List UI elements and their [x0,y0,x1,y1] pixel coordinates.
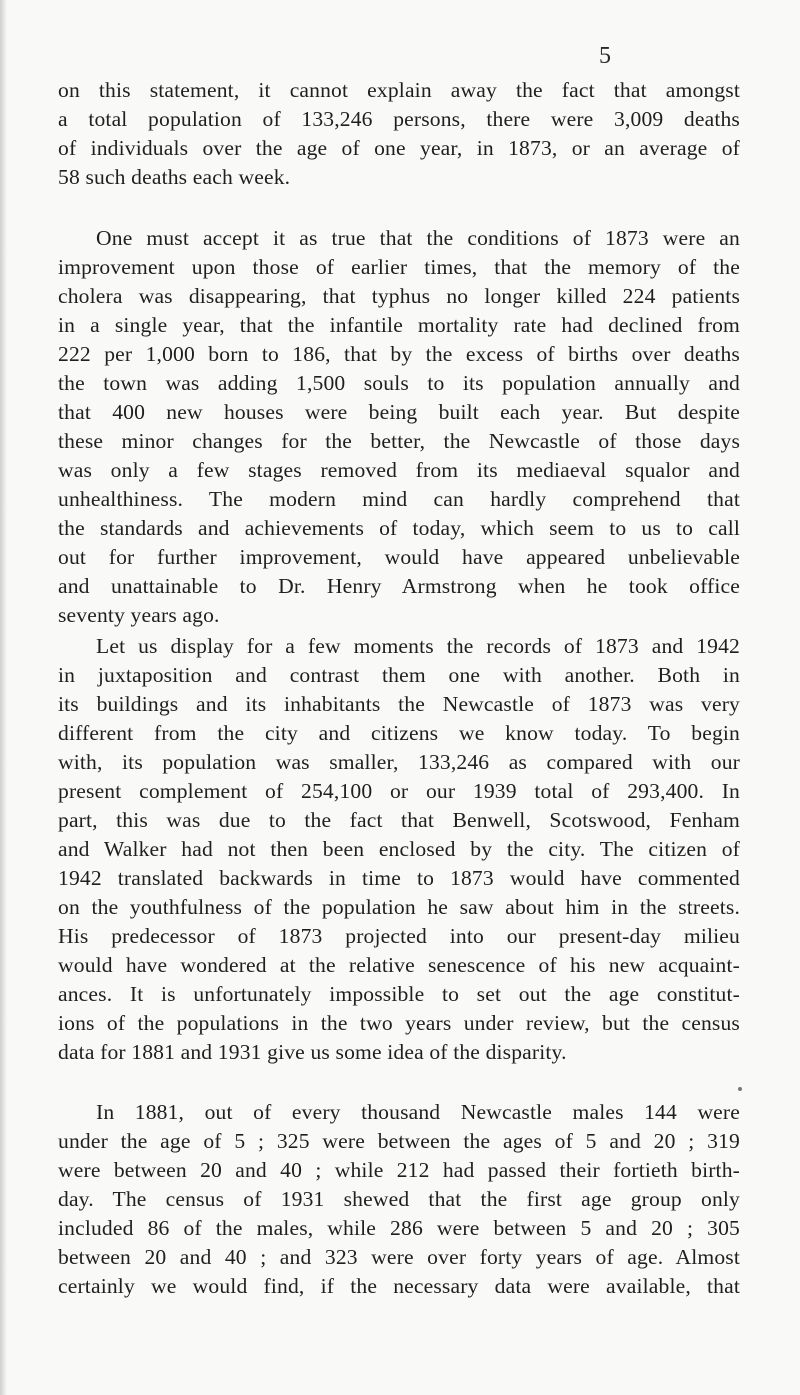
text-line: the standards and achievements of today, which seem to us to call [58,516,740,540]
text-line: would have wondered at the relative senescence of his new acquaint- [58,953,740,977]
text-line: day. The census of 1931 shewed that the first age group only [58,1187,740,1211]
paragraph-3 [58,632,740,1067]
text-line: One must accept it as true that the conditions of 1873 were an [96,226,740,250]
text-line: 222 per 1,000 born to 186, that by the excess of births over deaths [58,342,740,366]
text-line: were between 20 and 40 ; while 212 had passed their fortieth birth- [58,1158,740,1182]
text-line: data for 1881 and 1931 give us some idea of the disparity. [58,1040,567,1064]
ink-dot [738,1087,742,1091]
text-line: these minor changes for the better, the Newcastle of those days [58,429,740,453]
text-line: under the age of 5 ; 325 were between the ages of 5 and 20 ; 319 [58,1129,740,1153]
text-line: and unattainable to Dr. Henry Armstrong when he took office [58,574,740,598]
text-line: In 1881, out of every thousand Newcastle males 144 were [96,1100,740,1124]
text-line: of individuals over the age of one year, in 1873, or an average of [58,136,740,160]
text-line: on the youthfulness of the population he saw about him in the streets. [58,895,740,919]
text-line: in a single year, that the infantile mortality rate had declined from [58,313,740,337]
text-line: out for further improvement, would have appeared unbelievable [58,545,740,569]
paragraph-1 [58,76,740,192]
paragraph-4 [58,1098,740,1301]
text-line: ions of the populations in the two years under review, but the census [58,1011,740,1035]
text-line: was only a few stages removed from its mediaeval squalor and [58,458,740,482]
text-line: the town was adding 1,500 souls to its population annually and [58,371,740,395]
text-line: 58 such deaths each week. [58,165,291,189]
text-line: on this statement, it cannot explain away the fact that amongst [58,78,740,102]
page-edge-shadow [0,0,7,1395]
text-line: between 20 and 40 ; and 323 were over forty years of age. Almost [58,1245,740,1269]
text-line: present complement of 254,100 or our 1939 total of 293,400. In [58,779,740,803]
text-line: Let us display for a few moments the records of 1873 and 1942 [96,634,740,658]
text-line: part, this was due to the fact that Benwell, Scotswood, Fenham [58,808,740,832]
text-line: a total population of 133,246 persons, there were 3,009 deaths [58,107,740,131]
text-line: ances. It is unfortunately impossible to set out the age constitut- [58,982,740,1006]
text-line: His predecessor of 1873 projected into our present-day milieu [58,924,740,948]
text-line: 1942 translated backwards in time to 1873 would have commented [58,866,740,890]
page-number: 5 [599,43,611,69]
text-line: that 400 new houses were being built each year. But despite [58,400,740,424]
text-line: unhealthiness. The modern mind can hardly comprehend that [58,487,740,511]
text-line: certainly we would find, if the necessary data were available, that [58,1274,740,1298]
text-line: included 86 of the males, while 286 were between 5 and 20 ; 305 [58,1216,740,1240]
text-line: different from the city and citizens we know today. To begin [58,721,740,745]
text-line: cholera was disappearing, that typhus no longer killed 224 patients [58,284,740,308]
text-line: with, its population was smaller, 133,246 as compared with our [58,750,740,774]
text-line: improvement upon those of earlier times, that the memory of the [58,255,740,279]
text-line: seventy years ago. [58,603,220,627]
paragraph-2 [58,224,740,630]
text-line: its buildings and its inhabitants the Newcastle of 1873 was very [58,692,740,716]
text-line: in juxtaposition and contrast them one with another. Both in [58,663,740,687]
text-line: and Walker had not then been enclosed by the city. The citizen of [58,837,740,861]
